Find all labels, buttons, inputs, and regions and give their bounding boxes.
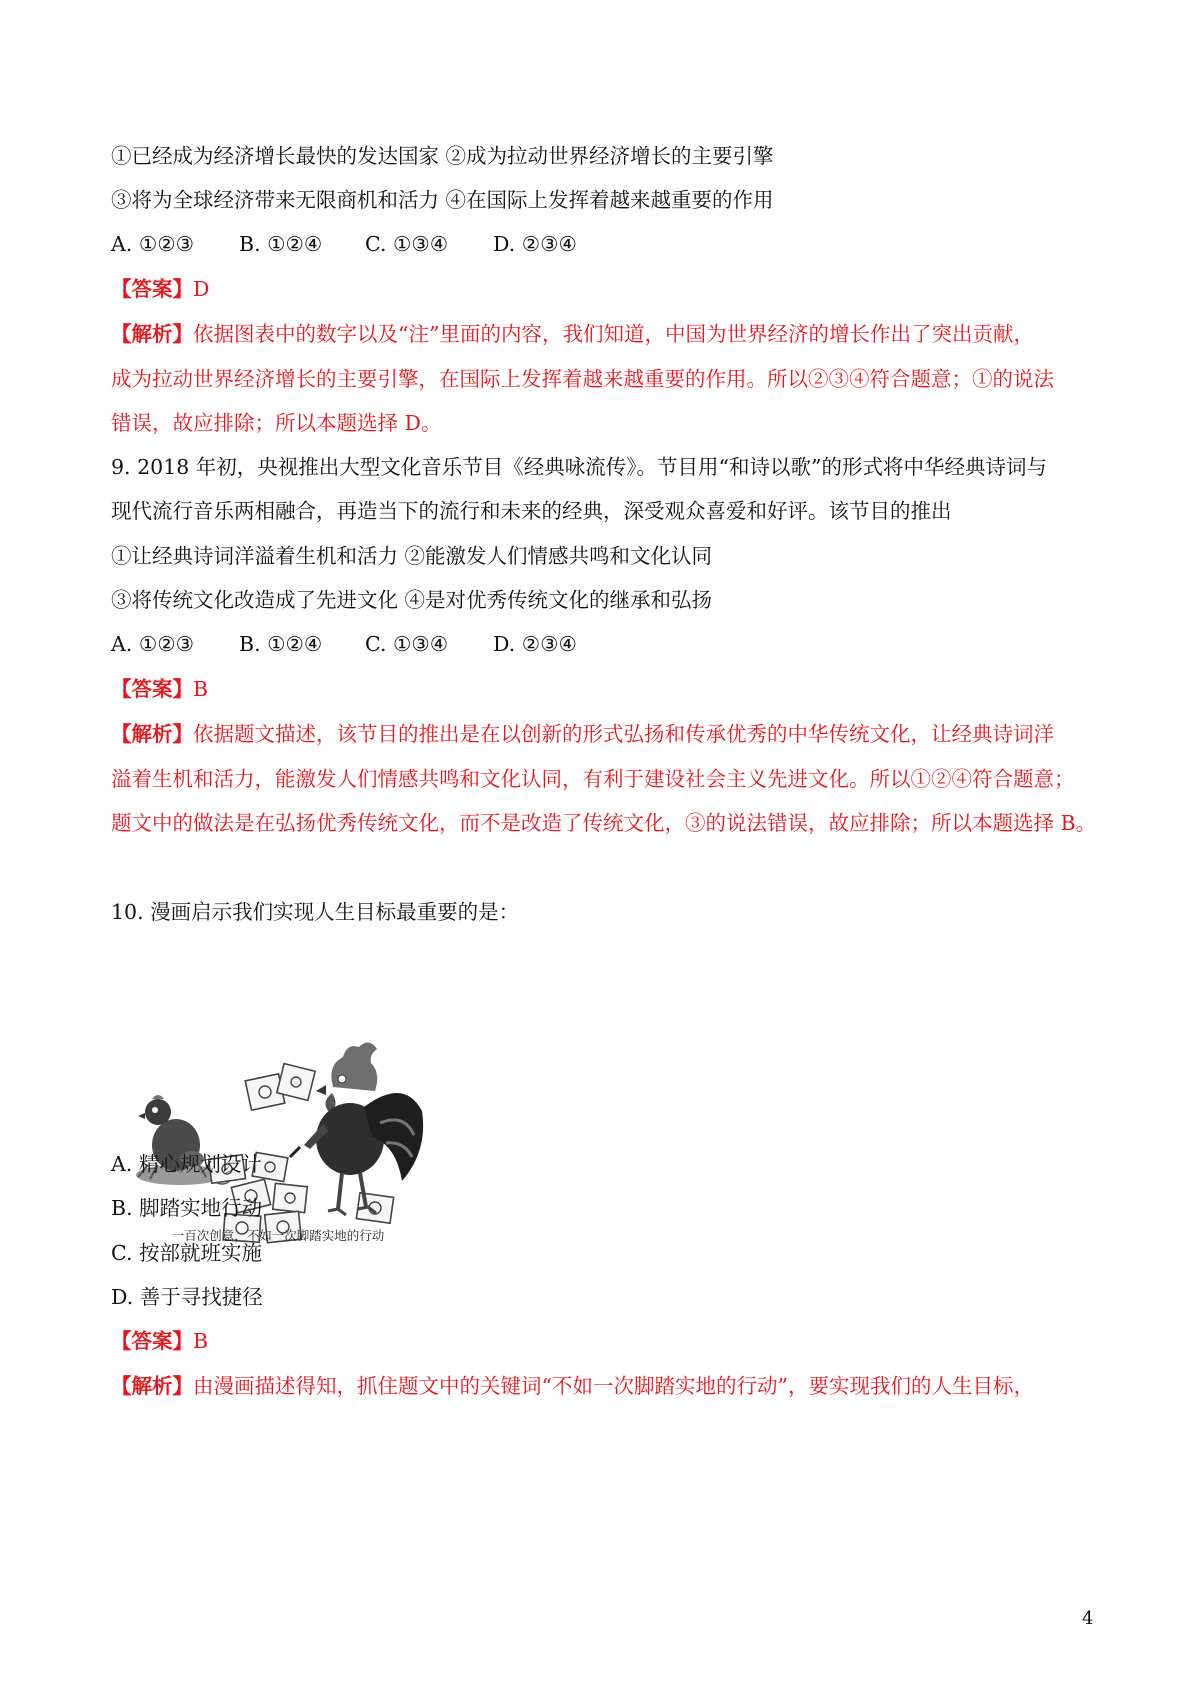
q8-answer [111, 275, 209, 303]
q10-answer [111, 1327, 208, 1355]
answer-value: B [193, 677, 209, 701]
analysis-text: 依据题文描述，该节目的推出是在以创新的形式弘扬和传承优秀的中华传统文化，让经典诗词洋 [193, 722, 1054, 746]
q8-option-b: B. ①②④ [239, 232, 323, 256]
q8-statement-line-1: ①已经成为经济增长最快的发达国家 ②成为拉动世界经济增长的主要引擎 [111, 144, 774, 168]
analysis-text: 由漫画描述得知，抓住题文中的关键词“不如一次脚踏实地的行动”，要实现我们的人生目标， [193, 1374, 1034, 1398]
q9-analysis-line-2: 溢着生机和活力，能激发人们情感共鸣和文化认同，有利于建设社会主义先进文化。所以①②④符合题意； [111, 767, 1075, 791]
q9-statement-line-1: ①让经典诗词洋溢着生机和活力 ②能激发人们情感共鸣和文化认同 [111, 544, 713, 568]
answer-value: B [193, 1329, 209, 1353]
q10-option-a: A. 精心规划设计 [111, 1152, 262, 1176]
q8-option-d: D. ②③④ [493, 232, 577, 256]
q10-analysis-line-1 [111, 1372, 1034, 1400]
analysis-tag: 【解析】 [111, 322, 193, 346]
q9-options [111, 630, 577, 658]
q9-option-a: A. ①②③ [111, 632, 194, 656]
q8-statement-line-2: ③将为全球经济带来无限商机和活力 ④在国际上发挥着越来越重要的作用 [111, 188, 774, 212]
answer-tag: 【答案】 [111, 1329, 193, 1353]
answer-tag: 【答案】 [111, 677, 193, 701]
q9-answer [111, 675, 208, 703]
q9-option-c: C. ①③④ [365, 632, 449, 656]
q10-question: 10. 漫画启示我们实现人生目标最重要的是： [111, 900, 520, 924]
q8-analysis-line-3: 错误，故应排除；所以本题选择 D。 [111, 411, 442, 435]
q10-option-c: C. 按部就班实施 [111, 1241, 262, 1265]
q8-options [111, 230, 577, 258]
analysis-tag: 【解析】 [111, 1374, 193, 1398]
q10-option-b: B. 脚踏实地行动 [111, 1196, 263, 1220]
q8-analysis-line-1 [111, 320, 1034, 348]
analysis-text: 依据图表中的数字以及“注”里面的内容，我们知道，中国为世界经济的增长作出了突出贡献， [193, 322, 1034, 346]
q9-analysis-line-3: 题文中的做法是在弘扬优秀传统文化，而不是改造了传统文化，③的说法错误，故应排除；所以本题选择 B。 [111, 811, 1097, 835]
q9-question-line-2: 现代流行音乐两相融合，再造当下的流行和未来的经典，深受观众喜爱和好评。该节目的推出 [111, 499, 952, 523]
q9-option-d: D. ②③④ [493, 632, 577, 656]
q9-analysis-line-1 [111, 720, 1054, 748]
q9-statement-line-2: ③将传统文化改造成了先进文化 ④是对优秀传统文化的继承和弘扬 [111, 588, 713, 612]
q8-option-c: C. ①③④ [365, 232, 449, 256]
page-number: 4 [1082, 1608, 1094, 1629]
q8-analysis-line-2: 成为拉动世界经济增长的主要引擎，在国际上发挥着越来越重要的作用。所以②③④符合题意；①的说法 [111, 367, 1054, 391]
q9-question-line-1: 9. 2018 年初，央视推出大型文化音乐节目《经典咏流传》。节目用“和诗以歌”的形式将中华经典诗词与 [111, 455, 1047, 479]
answer-value: D [193, 277, 210, 301]
analysis-tag: 【解析】 [111, 722, 193, 746]
answer-tag: 【答案】 [111, 277, 193, 301]
q9-option-b: B. ①②④ [239, 632, 323, 656]
cartoon-caption: 一百次创意，不如一次脚踏实地的行动 [171, 1228, 385, 1243]
q8-option-a: A. ①②③ [111, 232, 194, 256]
q10-option-d: D. 善于寻找捷径 [111, 1285, 263, 1309]
